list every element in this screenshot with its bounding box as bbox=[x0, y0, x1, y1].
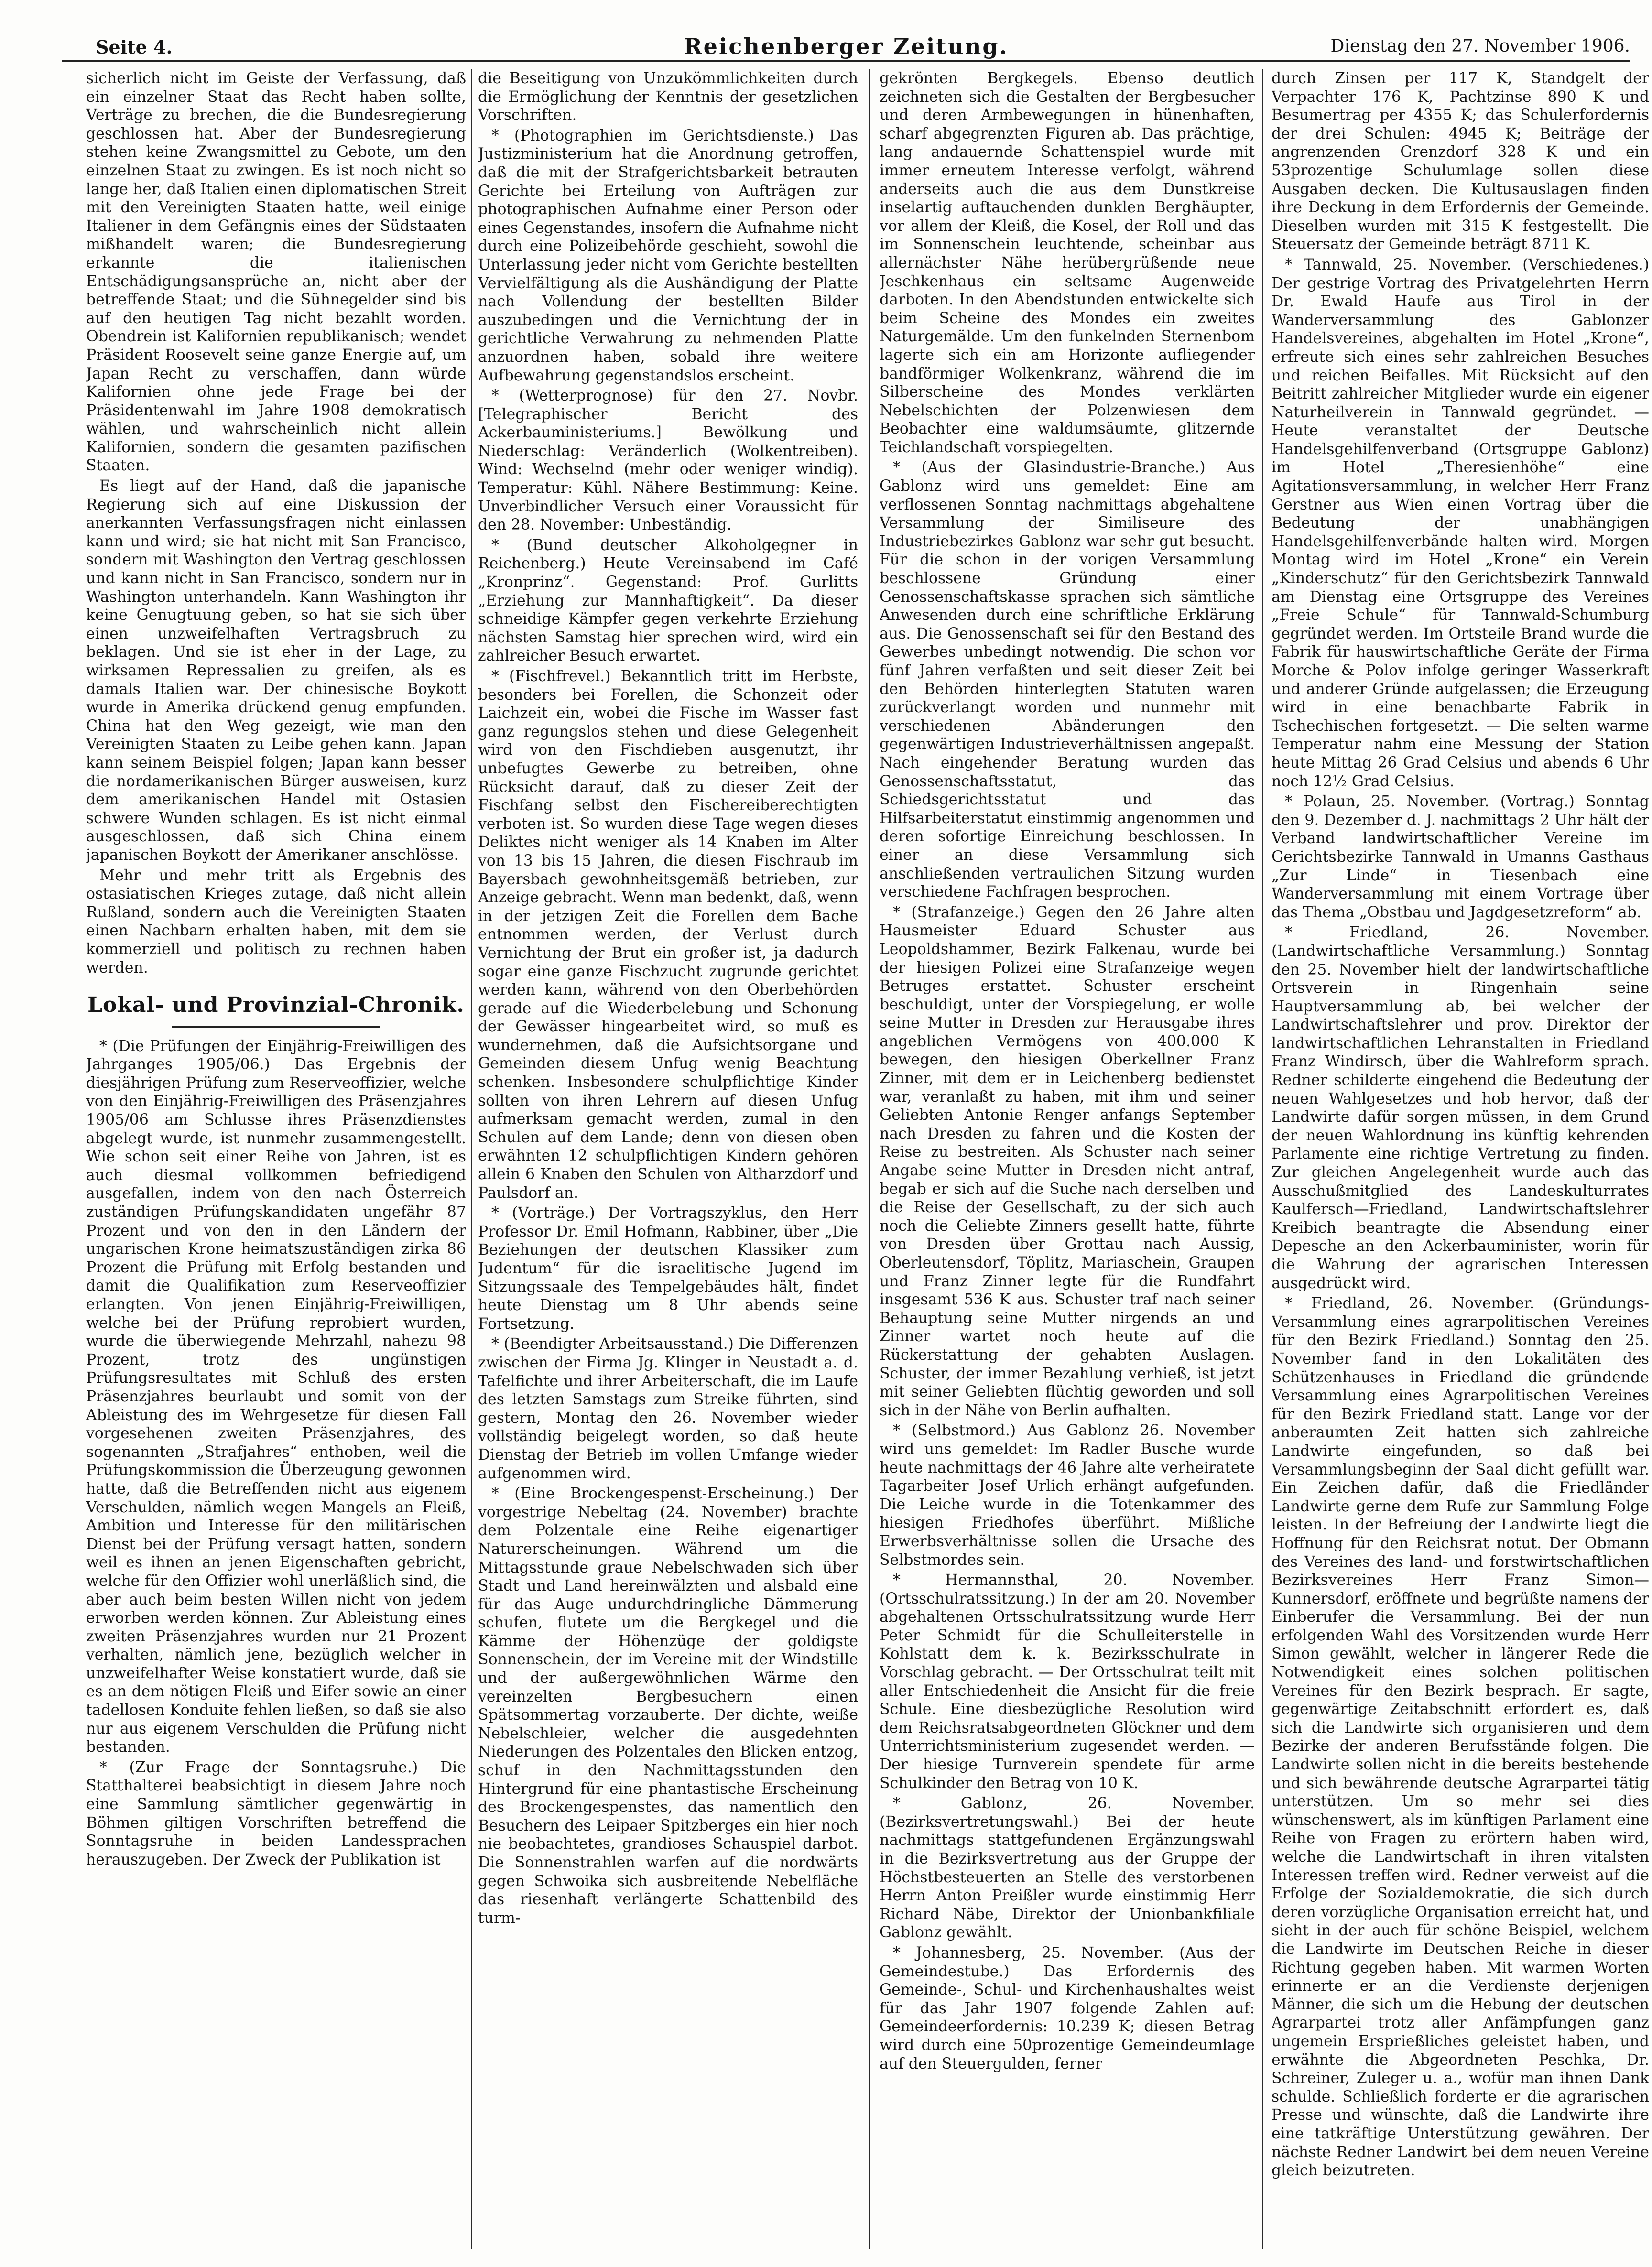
news-item: * (Wetterprognose) für den 27. Novbr. [Telegraphischer Bericht des Ackerbauministeriums.] Bewölkung und Niederschlag: Veränderlich (Wolkentreiben). Wind: Wechselnd (mehr oder weniger windig). Temperatur: Kühl. Nähere Bestimmung: Keine. Unverbindlicher Versuch einer Voraussicht für den 28. November: Unbeständig. bbox=[478, 387, 858, 534]
section-heading: Lokal- und Provinzial-Chronik. bbox=[87, 993, 465, 1018]
news-item: * (Fischfrevel.) Bekanntlich tritt im Herbste, besonders bei Forellen, die Schonzeit oder Laichzeit ein, wobei die Fische im Wasser fast ganz regungslos stehen und diese Gelegenheit wird von den Fischdieben ausgenutzt, ihr unbefugtes Gewerbe zu betreiben, ohne Rücksicht darauf, daß zu dieser Zeit der Fischfang selbst den Fischereiberechtigten verboten ist. So wurden diese Tage wegen dieses Deliktes nicht weniger als 14 Knaben im Alter von 13 bis 15 Jahren, die diesen Fischraub im Bayersbach gewohnheitsgemäß betrieben, zur Anzeige gebracht. Wenn man bedenkt, daß, wenn in der jetzigen Zeit die Forellen dem Bache entnommen werden, der Verlust durch Vernichtung der Brut ein großer ist, ja dadurch sogar eine ganze Fischzucht zugrunde gerichtet werden kann, während von den Oberbehörden gerade auf die Wiederbelebung und Schonung der Gewässer hingearbeitet wird, so muß es wundernehmen, daß die Aufsichtsorgane und Gemeinden diesem Unfug wenig Beachtung schenken. Insbesondere schulpflichtige Kinder sollten von ihren Lehrern auf diesen Unfug aufmerksam gemacht werden, zumal in den Schulen auf dem Lande; denn von diesen oben erwähnten 12 schulpflichtigen Kindern gehören allein 6 Knaben den Schulen von Altharzdorf und Paulsdorf an. bbox=[478, 668, 858, 1202]
news-item: die Beseitigung von Unzukömmlichkeiten durch die Ermöglichung der Kenntnis der gesetzlichen Vorschriften. bbox=[478, 70, 858, 124]
news-item: * (Beendigter Arbeitsausstand.) Die Differenzen zwischen der Firma Jg. Klinger in Neustadt a. d. Tafelfichte und ihrer Arbeiterschaft, die im Laufe des letzten Samstags zum Streike führten, sind gestern, Montag den 26. November wieder vollständig beigelegt worden, so daß heute Dienstag der Betrieb im vollen Umfange wieder aufgenommen wird. bbox=[478, 1335, 858, 1482]
news-item: * (Strafanzeige.) Gegen den 26 Jahre alten Hausmeister Eduard Schuster aus Leopoldshammer, Bezirk Falkenau, wurde bei der hiesigen Polizei eine Strafanzeige wegen Betruges erstattet. Schuster erscheint beschuldigt, unter der Vorspiegelung, er wolle seine Mutter in Dresden zur Herausgabe ihres angeblichen Vermögens von 400.000 K bewegen, den hiesigen Oberkellner Franz Zinner, mit dem er in Leichenberg bedienstet war, veranlaßt zu haben, mit ihm und seiner Geliebten Antonie Renger anfangs September nach Dresden zu fahren und die Kosten der Reise zu bestreiten. Als Schuster nach seiner Angabe seine Mutter in Dresden nicht antraf, begab er sich auf die Suche nach derselben und die Reise der Gesellschaft, zu der sich auch noch die Geliebte Zinners gesellt hatte, führte von Dresden über Grottau nach Aussig, Oberleutensdorf, Töplitz, Mariaschein, Graupen und Franz Zinner legte für die Rundfahrt insgesamt 536 K aus. Schuster traf nach seiner Behauptung seine Mutter nirgends an und Zinner wartet noch heute auf die Rückerstattung der gehabten Auslagen. Schuster, der immer Bezahlung verhieß, ist jetzt mit seiner Geliebten flüchtig geworden und soll sich in der Nähe von Berlin aufhalten. bbox=[880, 903, 1255, 1419]
masthead-title: Reichenberger Zeitung. bbox=[684, 33, 1009, 59]
news-item: * (Selbstmord.) Aus Gablonz 26. November wird uns gemeldet: Im Radler Busche wurde heute nachmittags der 46 Jahre alte verheiratete Tagarbeiter Josef Urlich erhängt aufgefunden. Die Leiche wurde in die Totenkammer des hiesigen Friedhofes überführt. Mißliche Erwerbsverhältnisse sollen die Ursache des Selbstmordes sein. bbox=[880, 1422, 1255, 1569]
news-item: * Johannesberg, 25. November. (Aus der Gemeindestube.) Das Erfordernis des Gemeinde-, Schul- und Kirchenhaushaltes weist für das Jahr 1907 folgende Zahlen auf: Gemeindeerfordernis: 10.239 K; diesen Betrag wird durch eine 50prozentige Gemeindeumlage auf den Steuergulden, ferner bbox=[880, 1944, 1255, 2072]
news-item: durch Zinsen per 117 K, Standgelt der Verpachter 176 K, Pachtzinse 890 K und Besumertrag per 4355 K; das Schulerfordernis der drei Schulen: 4945 K; Beiträge der angrenzenden Grenzdorf 328 K und ein 53prozentige Schulumlage sollen diese Ausgaben decken. Die Kultusauslagen finden ihre Deckung in dem Erfordernis der Gemeinde. Dieselben wurden mit 315 K festgestellt. Die Steuersatz der Gemeinde beträgt 8711 K. bbox=[1272, 70, 1649, 253]
page-number: Seite 4. bbox=[96, 36, 173, 58]
news-item: * Friedland, 26. November. (Gründungs-Versammlung eines agrarpolitischen Vereines für den Bezirk Friedland.) Sonntag den 25. November fand in den Lokalitäten des Schützenhauses in Friedland die gründende Versammlung eines Agrarpolitischen Vereines für den Bezirk Friedland statt. Lange vor der anberaumten Zeit hatten sich zahlreiche Landwirte eingefunden, so daß bei Versammlungsbeginn der Saal dicht gefüllt war. Ein Zeichen dafür, daß die Friedländer Landwirte gerne dem Rufe zur Sammlung Folge leisten. In der Befreiung der Landwirte liegt die Hoffnung für den Reichsrat notut. Der Obmann des Vereines des land- und forstwirtschaftlichen Bezirksvereines Herr Franz Simon—Kunnersdorf, eröffnete und begrüßte namens der Einberufer die Versammlung. Bei der nun erfolgenden Wahl des Vorsitzenden wurde Herr Simon gewählt, welcher in längerer Rede die Notwendigkeit eines solchen politischen Vereines für den Bezirk besprach. Er sagte, gegenwärtige Zeitabschnitt erfordert es, daß sich die Landwirte sich organisieren und dem Bezirke der anderen Berufsstände folgen. Die Landwirte sollen nicht in die bereits bestehende und sich bewährende deutsche Agrarpartei tätig unterstützen. Um so mehr sei dies wünschenswert, als im künftigen Parlament eine Reihe von Fragen zu erörtern haben wird, welche die Landwirtschaft in ihren vitalsten Interessen treffen wird. Redner verweist auf die Erfolge der Sozialdemokratie, die sich durch deren vorzügliche Organisation erreicht hat, und sieht in der auch für schöne Beispiel, welchem die Landwirte im Deutschen Reiche in dieser Richtung gegeben haben. Mit warmen Worten erinnerte er an die Verdienste derjenigen Männer, die sich um die Hebung der deutschen Agrarpartei trotz aller Anfämpfungen ganz ungemein Ersprießliches geleistet haben, und erwähnte die Abgeordneten Peschka, Dr. Schreiner, Zuleger u. a., wofür man ihnen Dank schulde. Schließlich forderte er die agrarischen Presse und wünschte, daß die Landwirte ihre eine tatkräftige Unterstützung gewähren. Der nächste Redner Landwirt bei dem neuen Vereine gleich beizutreten. bbox=[1272, 1295, 1649, 2180]
page-header bbox=[62, 33, 1630, 62]
news-item: * Polaun, 25. November. (Vortrag.) Sonntag den 9. Dezember d. J. nachmittags 2 Uhr hält der Verband landwirtschaftlicher Vereine im Gerichtsbezirke Tannwald in Umanns Gasthaus „Zur Linde“ in Tiesenbach eine Wanderversammlung mit einem Vortrage über das Thema „Obstbau und Jagdgesetzreform“ ab. bbox=[1272, 793, 1649, 921]
news-item: gekrönten Bergkegels. Ebenso deutlich zeichneten sich die Gestalten der Bergbesucher und deren Armbewegungen in hünenhaften, scharf abgegrenzten Figuren ab. Das prächtige, lang andauernde Schattenspiel wurde mit immer erneutem Interesse verfolgt, während anderseits auch die aus dem Dunstkreise inselartig auftauchenden dunklen Berghäupter, vor allem der Kleiß, die Kosel, der Roll und das im Sonnenschein leuchtende, scheinbar aus allernächster Nähe herübergrüßende neue Jeschkenhaus ein seltsame Augenweide darboten. In den Abendstunden entwickelte sich beim Scheine des Mondes ein zweites Naturgemälde. Um den funkelnden Sternenbom lagerte sich ein am Horizonte aufliegender bandförmiger Wolkenkranz, während die im Silberscheine des Mondes verklärten Nebelschichten der Polzenwiesen dem Beobachter eine waldumsäumte, glitzernde Teichlandschaft vorspiegelten. bbox=[880, 70, 1255, 456]
column-1 bbox=[86, 69, 466, 2249]
article-paragraph: Es liegt auf der Hand, daß die japanische Regierung sich auf eine Diskussion der anerkannten Verfassungsfragen nicht einlassen kann und wird; sie hat nicht mit San Francisco, sondern mit Washington den Vertrag geschlossen und kann nicht in San Francisco, sondern nur in Washington unterhandeln. Kann Washington ihr keine Genugtuung geben, so hat sie sich über einen unzweifelhaften Vertragsbruch zu beklagen. Und sie ist eher in der Lage, zu wirksamen Repressalien zu greifen, als es damals Italien war. Der chinesische Boykott wurde in Amerika drückend genug empfunden. China hat den Weg gezeigt, wie man den Vereinigten Staaten zu Leibe gehen kann. Japan kann seinem Beispiel folgen; Japan kann besser die nordamerikanischen Bürger ausweisen, kurz dem amerikanischen Handel mit Ostasien schwere Wunden schlagen. Es ist nicht einmal ausgeschlossen, daß sich China einem japanischen Boykott der Amerikaner anschlösse. bbox=[86, 477, 466, 864]
news-item: * (Aus der Glasindustrie-Branche.) Aus Gablonz wird uns gemeldet: Eine am verflossenen Sonntag nachmittags abgehaltene Versammlung der Similiseure des Industriebezirkes Gablonz war sehr gut besucht. Für die schon in der vorigen Versammlung beschlossene Gründung einer Genossenschaftskasse sprachen sich sämtliche Anwesenden durch eine schriftliche Erklärung aus. Die Genossenschaft sei für den Bestand des Gewerbes unbedingt notwendig. Die schon vor fünf Jahren verfaßten und seit dieser Zeit bei den Behörden hinterlegten Statuten waren zurückverlangt worden und nunmehr mit verschiedenen Abänderungen den gegenwärtigen Industrieverhältnissen angepaßt. Nach eingehender Beratung wurden das Genossenschaftsstatut, das Schiedsgerichtsstatut und das Hilfsarbeiterstatut einstimmig angenommen und deren sofortige Einreichung beschlossen. In einer an diese Versammlung sich anschließenden vertraulichen Sitzung wurden verschiedene Fachfragen besprochen. bbox=[880, 459, 1255, 901]
news-item: * Hermannsthal, 20. November. (Ortsschulratssitzung.) In der am 20. November abgehaltenen Ortsschulratssitzung wurde Herr Peter Schmidt für die Schulleiterstelle in Kohlstatt dem k. k. Bezirksschulrate in Vorschlag gebracht. — Der Ortsschulrat teilt mit aller Entschiedenheit die Ansicht für die freie Schule. Eine diesbezügliche Resolution wird dem Reichsratsabgeordneten Glöckner und dem Unterrichtsministerium zugesendet werden. — Der hiesige Turnverein spendete für arme Schulkinder den Betrag von 10 K. bbox=[880, 1572, 1255, 1792]
issue-date: Dienstag den 27. November 1906. bbox=[1330, 36, 1630, 56]
heading-rule bbox=[172, 1026, 380, 1028]
column-divider bbox=[1262, 69, 1263, 2249]
news-item: * Tannwald, 25. November. (Verschiedenes.) Der gestrige Vortrag des Privatgelehrten Herrn Dr. Ewald Haufe aus Tirol in der Wanderversammlung des Gablonzer Handelsvereines, abgehalten im Hotel „Krone“, erfreute sich eines sehr zahlreichen Besuches und reichen Beifalles. Mit Rücksicht auf den Beitritt zahlreicher Mitglieder wurde ein eigener Naturheilverein in Tannwald gegründet. — Heute veranstaltet der Deutsche Handelsgehilfenverband (Ortsgruppe Gablonz) im Hotel „Theresienhöhe“ eine Agitationsversammlung, in welcher Herr Franz Gerstner aus Wien einen Vortrag über die Bedeutung der unabhängigen Handelsgehilfenverbände halten wird. Morgen Montag wird im Hotel „Krone“ ein Verein „Kinderschutz“ für den Gerichtsbezirk Tannwald am Dienstag eine Ortsgruppe des Vereines „Freie Schule“ für Tannwald-Schumburg gegründet werden. Im Ortsteile Brand wurde die Fabrik für hauswirtschaftliche Geräte der Firma Morche & Polov infolge geringer Wasserkraft und anderer Gründe aufgelassen; die Erzeugung wird in eine benachbarte Fabrik in Tschechischen fortgesetzt. — Die selten warme Temperatur nahm eine Messung der Station heute Mittag 26 Grad Celsius und abends 6 Uhr noch 12½ Grad Celsius. bbox=[1272, 256, 1649, 790]
column-2 bbox=[478, 69, 858, 2249]
news-item: * Friedland, 26. November. (Landwirtschaftliche Versammlung.) Sonntag den 25. November hielt der landwirtschaftliche Ortsverein in Ringenhain seine Hauptversammlung ab, bei welcher der Landwirtschaftslehrer und prov. Direktor der landwirtschaftlichen Lehranstalten in Friedland Franz Windirsch, über die Wahlreform sprach. Redner schilderte eingehend die Bedeutung der neuen Wahlgesetzes und hob hervor, daß der Landwirte dafür sorgen müssen, in dem Grund der neuen Wahlordnung ins künftig kehrenden Parlamente eine richtige Vertretung zu finden. Zur gleichen Angelegenheit wurde auch das Ausschußmitglied des Landeskulturrates Kaulfersch—Friedland, Landwirtschaftslehrer Kreibich beantragte die Absendung einer Depesche an den Ackerbauminister, worin für die Wahrung der agrarischen Interessen ausgedrückt wird. bbox=[1272, 924, 1649, 1292]
article-paragraph: sicherlich nicht im Geiste der Verfassung, daß ein einzelner Staat das Recht haben sollte, Verträge zu brechen, die die Bundesregierung geschlossen hat. Aber der Bundesregierung stehen keine Zwangsmittel zu Gebote, um den einzelnen Staat zu zwingen. Es ist noch nicht so lange her, daß Italien einen diplomatischen Streit mit den Vereinigten Staaten hatte, weil einige Italiener in dem Gefängnis eines der Südstaaten mißhandelt waren; die Bundesregierung erkannte die italienischen Entschädigungsansprüche an, nicht aber der betreffende Staat; und die Sühnegelder sind bis auf den heutigen Tag nicht bezahlt worden. Obendrein ist Kalifornien republikanisch; wendet Präsident Roosevelt seine ganze Energie auf, um Japan Recht zu verschaffen, dann würde Kalifornien ohne jede Frage bei der Präsidentenwahl im Jahre 1908 demokratisch wählen, und wahrscheinlich nicht allein Kalifornien, sondern die gesamten pazifischen Staaten. bbox=[86, 70, 466, 475]
news-item: * (Eine Brockengespenst-Erscheinung.) Der vorgestrige Nebeltag (24. November) brachte dem Polzentale eine Reihe eigenartiger Naturerscheinungen. Während um die Mittagsstunde graue Nebelschwaden sich über Stadt und Land hereinwälzten und alsbald eine für das Auge undurchdringliche Dämmerung schufen, flutete um die Bergkegel und die Kämme der Höhenzüge der goldigste Sonnenschein, der im Vereine mit der Windstille und der außergewöhnlichen Wärme den vereinzelten Bergbesuchern einen Spätsommertag vorzauberte. Der dichte, weiße Nebelschleier, welcher die ausgedehnten Niederungen des Polzentales den Blicken entzog, schuf in den Nachmittagsstunden den Hintergrund für eine phantastische Erscheinung des Brockengespenstes, das namentlich den Besuchern des Leipaer Spitzberges ein hier noch nie beobachtetes, grandioses Schauspiel darbot. Die Sonnenstrahlen warfen auf die nordwärts gegen Schwoika sich ausbreitende Nebelfläche das riesenhaft verlängerte Schattenbild des turm- bbox=[478, 1485, 858, 1927]
news-item: * (Vorträge.) Der Vortragszyklus, den Herr Professor Dr. Emil Hofmann, Rabbiner, über „Die Beziehungen der deutschen Klassiker zum Judentum“ für die israelitische Jugend im Sitzungssaale des Tempelgebäudes hält, findet heute Dienstag um 8 Uhr abends seine Fortsetzung. bbox=[478, 1204, 858, 1333]
news-item: * (Photographien im Gerichtsdienste.) Das Justizministerium hat die Anordnung getroffen, daß die mit der Strafgerichtsbarkeit betrauten Gerichte bei Erteilung von Aufträgen zur photographischen Aufnahme einer Person oder eines Gegenstandes, insofern die Aufnahme nicht durch eine Polizeibehörde geschieht, sowohl die Unterlassung jeder nicht vom Gerichte bestellten Vervielfältigung als die Aushändigung der Platte nach Vollendung der bestellten Bilder auszubedingen und die Vernichtung der in gerichtliche Verwahrung zu nehmenden Platte anzuordnen haben, sobald ihre weitere Aufbewahrung gegenstandslos erscheint. bbox=[478, 127, 858, 384]
news-item: * Gablonz, 26. November. (Bezirksvertretungswahl.) Bei der heute nachmittags stattgefundenen Ergänzungswahl in die Bezirksvertretung aus der Gruppe der Höchstbesteuerten an Stelle des verstorbenen Herrn Anton Preißler wurde einstimmig Herr Richard Näbe, Direktor der Unionbankfiliale Gablonz gewählt. bbox=[880, 1795, 1255, 1942]
news-item: * (Die Prüfungen der Einjährig-Freiwilligen des Jahrganges 1905/06.) Das Ergebnis der diesjährigen Prüfung zum Reserveoffizier, welche von den Einjährig-Freiwilligen des Präsenzjahres 1905/06 am Schlusse ihres Präsenzdienstes abgelegt wurde, ist nunmehr zusammengestellt. Wie schon seit einer Reihe von Jahren, ist es auch diesmal vollkommen befriedigend ausgefallen, indem von den nach Österreich zuständigen Prüfungskandidaten ungefähr 87 Prozent und von den in den Ländern der ungarischen Krone heimatszuständigen zirka 86 Prozent die Prüfung mit Erfolg bestanden und damit die Qualifikation zum Reserveoffizier erlangten. Von jenen Einjährig-Freiwilligen, welche bei der Prüfung reprobiert wurden, wurde die überwiegende Mehrzahl, nahezu 98 Prozent, trotz des ungünstigen Prüfungsresultates mit Schluß des ersten Präsenzjahres beurlaubt und somit von der Ableistung des im Wehrgesetze für diesen Fall vorgesehenen zweiten Präsenzjahres, des sogenannten „Strafjahres“ enthoben, weil die Prüfungskommission die Überzeugung gewonnen hatte, daß die Betreffenden nicht aus eigenem Verschulden, nämlich wegen Mangels an Fleiß, Ambition und Interesse für den militärischen Dienst bei der Prüfung versagt hatten, sondern weil es ihnen an jenen Eigenschaften gebricht, welche für den Offizier wohl unerläßlich sind, die aber auch beim besten Willen nicht von jedem erworben werden können. Zur Ableistung eines zweiten Präsenzjahres wurden nur 21 Prozent verhalten, nämlich jene, bezüglich welcher in unzweifelhafter Weise konstatiert wurde, daß sie es an dem nötigen Fleiß und Eifer sowie an einer tadellosen Konduite fehlen ließen, so daß sie also nur aus eigenem Verschulden die Prüfung nicht bestanden. bbox=[86, 1037, 466, 1756]
column-divider bbox=[471, 69, 472, 2249]
news-item: * (Bund deutscher Alkoholgegner in Reichenberg.) Heute Vereinsabend im Café „Kronprinz“. Gegenstand: Prof. Gurlitts „Erziehung zur Mannhaftigkeit“. Da dieser schneidige Kämpfer gegen verkehrte Erziehung nächsten Samstag hier sprechen wird, wird ein zahlreicher Besuch erwartet. bbox=[478, 536, 858, 665]
article-paragraph: Mehr und mehr tritt als Ergebnis des ostasiatischen Krieges zutage, daß nicht allein Rußland, sondern auch die Vereinigten Staaten einen Nachbarn erhalten haben, mit dem sie kommerziell und politisch zu rechnen haben werden. bbox=[86, 867, 466, 976]
column-divider bbox=[869, 69, 870, 2249]
column-4 bbox=[1272, 69, 1649, 2249]
column-3 bbox=[880, 69, 1255, 2249]
news-item: * (Zur Frage der Sonntagsruhe.) Die Statthalterei beabsichtigt in diesem Jahre noch eine Sammlung sämtlicher gegenwärtig in Böhmen giltigen Vorschriften betreffend die Sonntagsruhe in beiden Landessprachen herauszugeben. Der Zweck der Publikation ist bbox=[86, 1758, 466, 1868]
